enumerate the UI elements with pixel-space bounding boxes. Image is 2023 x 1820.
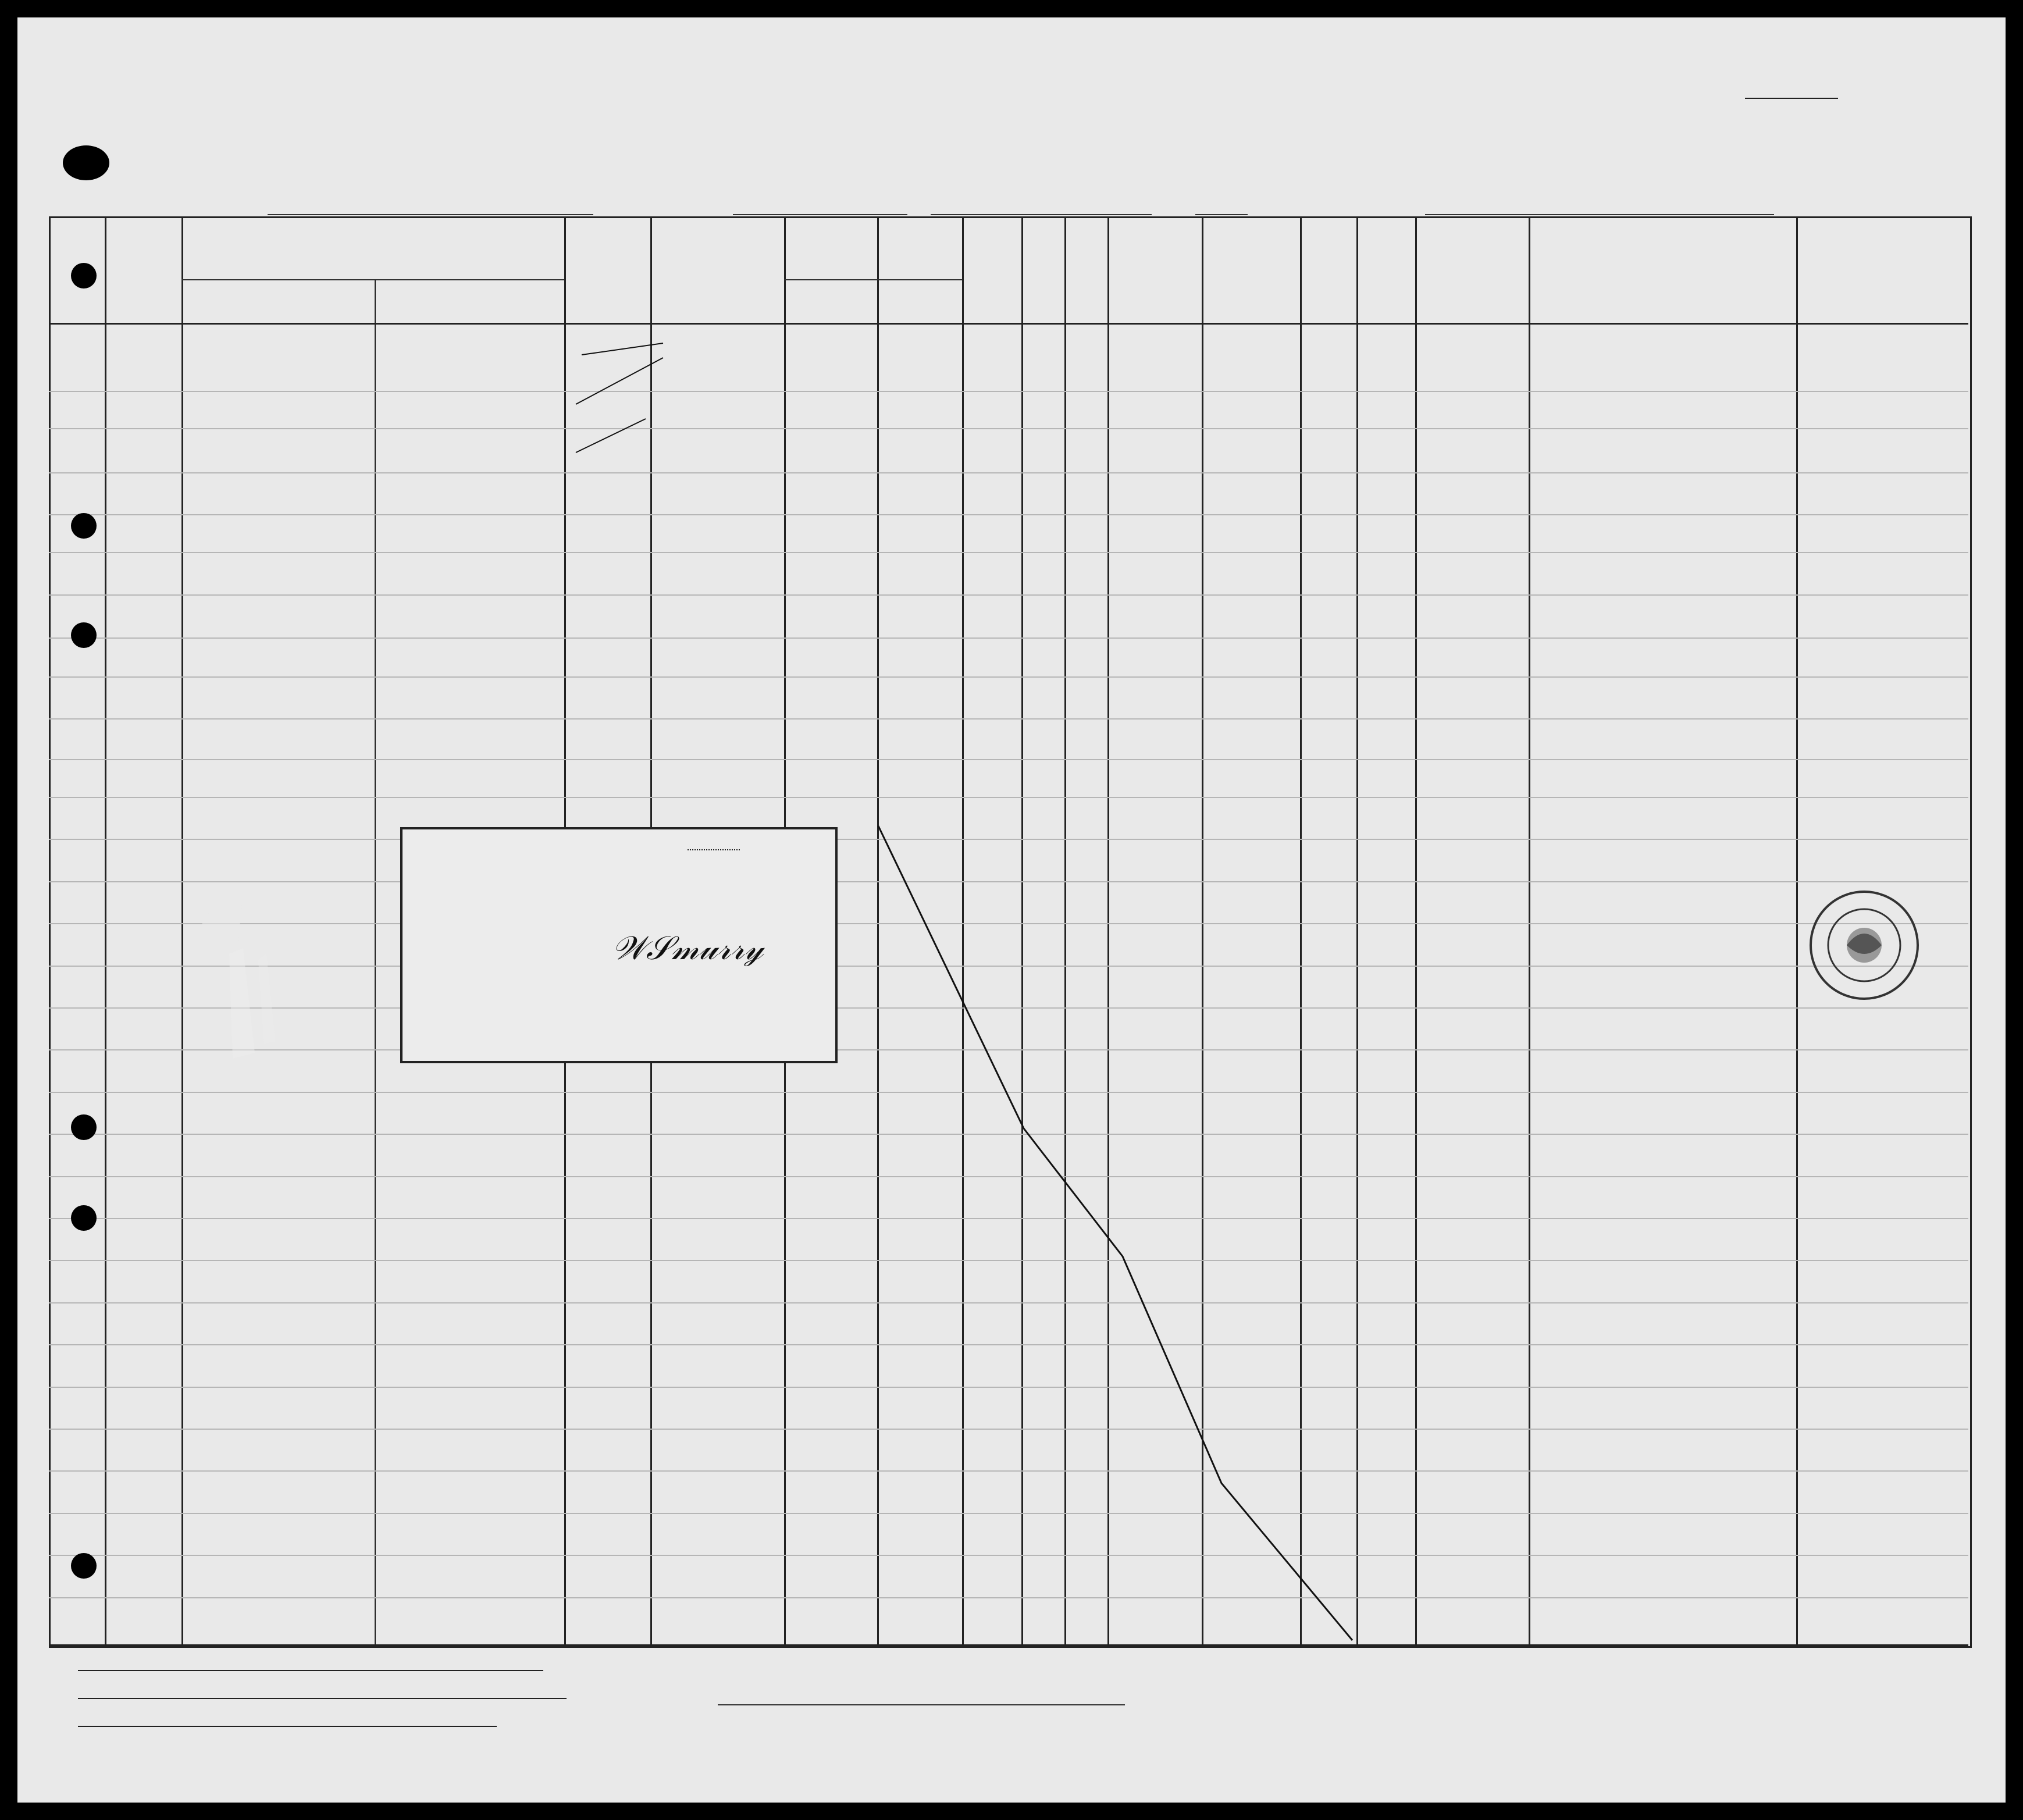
footer <box>49 1653 1968 1769</box>
consulate-stamp <box>400 827 838 1063</box>
embossed-seal <box>98 867 342 1076</box>
naval-attache-seal <box>1806 887 1922 1003</box>
footer-owners-value <box>78 1698 567 1699</box>
stamp-consul-signature: 𝒲𝒮𝓂𝓊𝓇𝓇𝓎 <box>612 929 764 967</box>
footer-line-value <box>78 1670 543 1671</box>
footer-agents-value <box>78 1726 497 1727</box>
manifest-sheet <box>17 17 2006 1803</box>
stamp-no-value <box>688 849 740 850</box>
